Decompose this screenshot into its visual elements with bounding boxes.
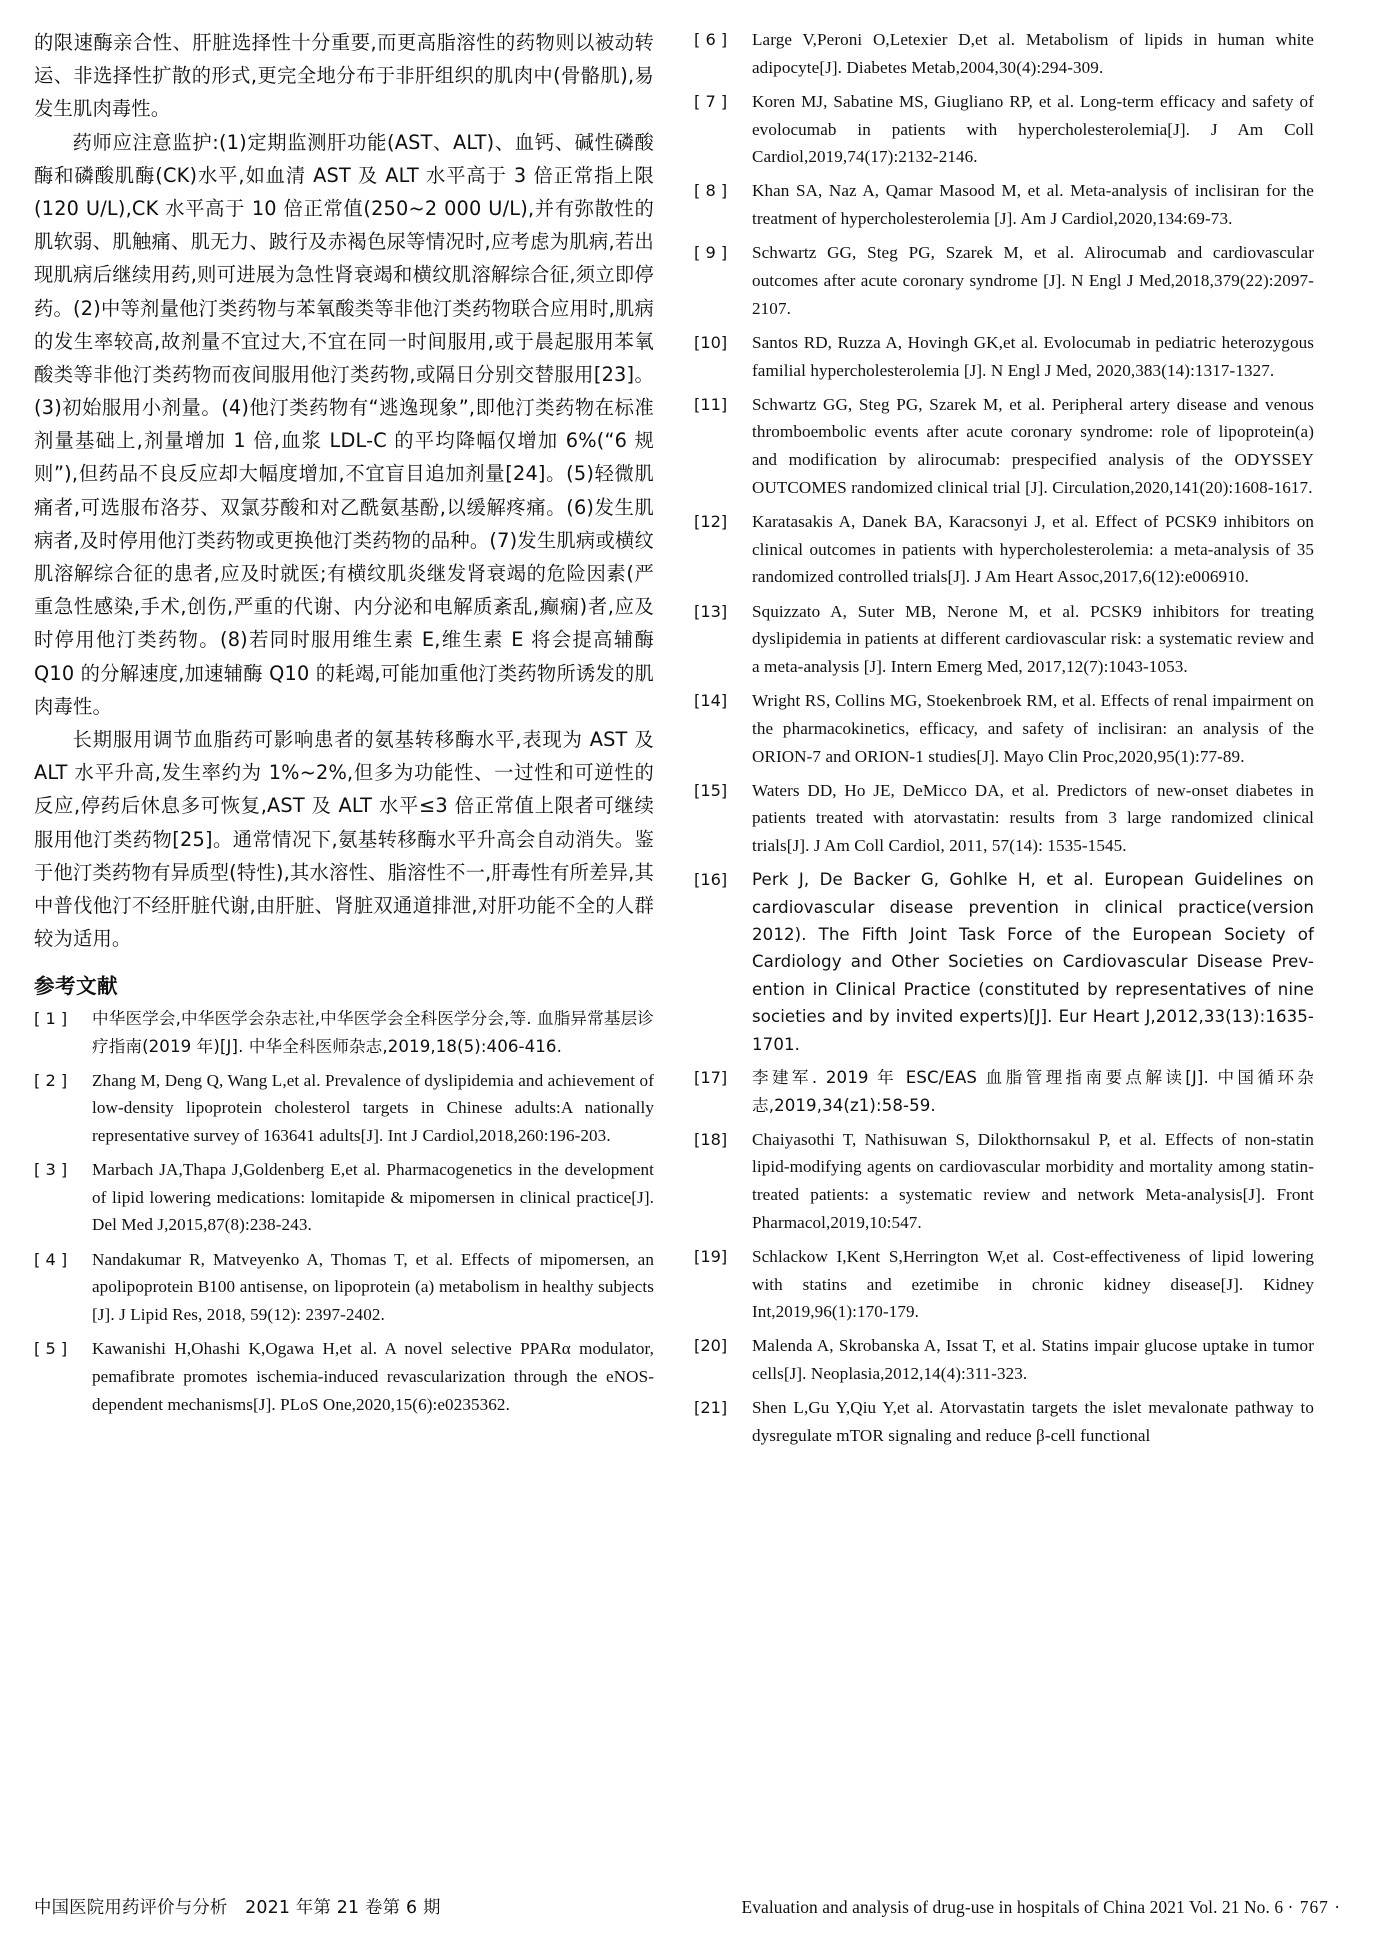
reference-text: Wright RS, Collins MG, Stoekenbroek RM, et al. Effects of renal impairment on the pharmacokinetics, efficacy, and safety of inclisiran: an analysis of the ORION-7 and ORION-1 studies[J]. Mayo Clin Proc,2020,95(1):77-89. <box>752 691 1314 766</box>
reference-text: Chaiyasothi T, Nathisuwan S, Dilokthornsakul P, et al. Effects of non-statin lipid-modifying agents on cardiovascular morbidity and mortality among statin-treated patients: a systematic review and network Meta-analysis[J]. Front Pharmacol,2019,10:547. <box>752 1129 1314 1232</box>
body-text-left <box>34 26 654 955</box>
paragraph-transaminase: 长期服用调节血脂药可影响患者的氨基转移酶水平,表现为 AST 及 ALT 水平升高,发生率约为 1%~2%,但多为功能性、一过性和可逆性的反应,停药后休息多可恢复,AST 及 ALT 水平≤3 倍正常值上限者可继续服用他汀类药物[25]。通常情况下,氨基转移酶水平升高会自动消失。鉴于他汀类药物有异质型(特性),其水溶性、脂溶性不一,肝毒性有所差异,其中普伐他汀不经肝脏代谢,由肝脏、肾脏双通道排泄,对肝功能不全的人群较为适用。 <box>34 727 654 951</box>
footer-journal-en-text: Evaluation and analysis of drug-use in hospitals of China 2021 Vol. 21 No. 6 <box>741 1897 1284 1917</box>
reference-number: [19] <box>694 1246 728 1266</box>
reference-item <box>694 239 1314 322</box>
reference-number: [17] <box>694 1068 728 1088</box>
reference-item <box>694 598 1314 681</box>
reference-text: Kawanishi H,Ohashi K,Ogawa H,et al. A novel selective PPARα modulator, pemafibrate promotes ischemia-induced revascularization through the eNOS-dependent mechanisms[J]. PLoS One,2020,15(6):e0235362. <box>92 1339 654 1414</box>
reference-item <box>694 1394 1314 1449</box>
two-column-layout <box>34 26 1341 1826</box>
reference-item <box>694 1243 1314 1326</box>
reference-text: Nandakumar R, Matveyenko A, Thomas T, et al. Effects of mipomersen, an apolipoprotein B100 antisense, on lipoprotein (a) metabolism in healthy subjects [J]. J Lipid Res, 2018, 59(12): 2397-2402. <box>92 1249 654 1324</box>
reference-number: [14] <box>694 691 728 711</box>
reference-text: Koren MJ, Sabatine MS, Giugliano RP, et al. Long-term efficacy and safety of evolocumab in patients with hypercholesterolemia[J]. J Am Coll Cardiol,2019,74(17):2132-2146. <box>752 91 1314 167</box>
reference-item <box>694 329 1314 384</box>
reference-item <box>34 1005 654 1060</box>
reference-text: Karatasakis A, Danek BA, Karacsonyi J, et al. Effect of PCSK9 inhibitors on clinical outcomes in patients with hypercholesterolemia: a meta-analysis of 35 randomized controlled trials[J]. J Am Heart Assoc,2017,6(12):e006910. <box>752 512 1314 587</box>
left-column <box>34 26 654 1826</box>
reference-text: Santos RD, Ruzza A, Hovingh GK,et al. Evolocumab in pediatric heterozygous familial hypercholesterolemia [J]. N Engl J Med, 2020,383(14):1317-1327. <box>752 332 1314 380</box>
reference-number: [11] <box>694 394 728 414</box>
reference-text: Shen L,Gu Y,Qiu Y,et al. Atorvastatin targets the islet mevalonate pathway to dysregulate mTOR signaling and reduce β-cell functional <box>752 1398 1314 1445</box>
reference-text: Schwartz GG, Steg PG, Szarek M, et al. Alirocumab and cardiovascular outcomes after acute coronary syndrome [J]. N Engl J Med,2018,379(22):2097-2107. <box>752 243 1314 318</box>
reference-number: [ 9 ] <box>694 243 728 263</box>
reference-number: [ 5 ] <box>34 1339 68 1359</box>
reference-text: Malenda A, Skrobanska A, Issat T, et al. Statins impair glucose uptake in tumor cells[J]. Neoplasia,2012,14(4):311-323. <box>752 1336 1314 1384</box>
reference-text: Waters DD, Ho JE, DeMicco DA, et al. Predictors of new-onset diabetes in patients treated with atorvastatin: results from 3 large randomized clinical trials[J]. J Am Coll Cardiol, 2011, 57(14): 1535-1545. <box>752 780 1314 856</box>
reference-number: [ 1 ] <box>34 1009 68 1029</box>
reference-item <box>694 391 1314 502</box>
reference-text: Schwartz GG, Steg PG, Szarek M, et al. Peripheral artery disease and venous thromboembolic events after acute coronary syndrome: role of lipoprotein(a) and modification by alirocumab: prespecified analysis of the ODYSSEY OUTCOMES randomized clinical trial [J]. Circulation,2020,141(20):1608-1617. <box>752 394 1314 497</box>
reference-number: [ 6 ] <box>694 30 728 49</box>
reference-number: [10] <box>694 332 728 352</box>
reference-number: [ 7 ] <box>694 91 728 111</box>
reference-item <box>694 508 1314 591</box>
reference-number: [20] <box>694 1336 728 1356</box>
reference-text: Perk J, De Backer G, Gohlke H, et al. European Guidelines on cardiovascular disease prevention in clinical practice(version 2012). The Fifth Joint Task Force of the European Society of Cardiology and Other Societies on Cardiovascular Disease Prev-ention in Clinical Practice (constituted by representatives of nine societies and by invited experts)[J]. Eur Heart J,2012,33(13):1635-1701. <box>752 870 1314 1054</box>
reference-text: Schlackow I,Kent S,Herrington W,et al. Cost-effectiveness of lipid lowering with statins and ezetimibe in chronic kidney disease[J]. Kidney Int,2019,96(1):170-179. <box>752 1246 1314 1322</box>
reference-number: [ 3 ] <box>34 1160 68 1180</box>
reference-item <box>34 1335 654 1418</box>
reference-number: [ 4 ] <box>34 1249 68 1269</box>
reference-number: [12] <box>694 512 728 531</box>
reference-number: [ 8 ] <box>694 181 728 201</box>
reference-item <box>694 177 1314 232</box>
reference-item <box>694 866 1314 1058</box>
reference-item <box>694 26 1314 81</box>
footer-journal-cn: 中国医院用药评价与分析 2021 年第 21 卷第 6 期 <box>34 1898 441 1918</box>
reference-number: [21] <box>694 1398 728 1418</box>
paragraph-continuation: 的限速酶亲合性、肝脏选择性十分重要,而更高脂溶性的药物则以被动转运、非选择性扩散的形式,更完全地分布于非肝组织的肌肉中(骨骼肌),易发生肌肉毒性。 <box>34 31 654 121</box>
footer-journal-en <box>742 1897 1342 1918</box>
reference-list-left <box>34 1005 654 1418</box>
page-footer <box>34 1893 1341 1918</box>
reference-text: Zhang M, Deng Q, Wang L,et al. Prevalence of dyslipidemia and achievement of low-density lipoprotein cholesterol targets in Chinese adults:A nationally representative survey of 163641 adults[J]. Int J Cardiol,2018,260:196-203. <box>92 1070 654 1145</box>
reference-text: Squizzato A, Suter MB, Nerone M, et al. PCSK9 inhibitors for treating dyslipidemia in patients at different cardiovascular risk: a systematic review and a meta-analysis [J]. Intern Emerg Med, 2017,12(7):1043-1053. <box>752 601 1314 676</box>
reference-number: [16] <box>694 870 728 890</box>
reference-number: [15] <box>694 780 728 800</box>
reference-item <box>694 88 1314 171</box>
reference-item <box>694 1064 1314 1119</box>
reference-item <box>34 1067 654 1150</box>
reference-item <box>694 777 1314 860</box>
right-column <box>694 26 1314 1826</box>
reference-text: 李建军. 2019 年 ESC/EAS 血脂管理指南要点解读[J]. 中国循环杂志,2019,34(z1):58-59. <box>752 1068 1314 1115</box>
references-heading: 参考文献 <box>34 974 118 999</box>
reference-number: [ 2 ] <box>34 1070 68 1090</box>
paragraph-pharmacist-monitoring: 药师应注意监护:(1)定期监测肝功能(AST、ALT)、血钙、碱性磷酸酶和磷酸肌酶(CK)水平,如血清 AST 及 ALT 水平高于 3 倍正常指上限(120 U/L),CK 水平高于 10 倍正常值(250~2 000 U/L),并有弥散性的肌软弱、肌触痛、肌无力、跛行及赤褐色尿等情况时,应考虑为肌病,若出现肌病后继续用药,则可进展为急性肾衰竭和横纹肌溶解综合征,须立即停药。(2)中等剂量他汀类药物与苯氧酸类等非他汀类药物联合应用时,肌病的发生率较高,故剂量不宜过大,不宜在同一时间服用,或于晨起服用苯氧酸类等非他汀类药物而夜间服用他汀类药物,或隔日分别交替服用[23]。(3)初始服用小剂量。(4)他汀类药物有“逃逸现象”,即他汀类药物在标准剂量基础上,剂量增加 1 倍,血浆 LDL-C 的平均降幅仅增加 6%(“6 规则”),但药品不良反应却大幅度增加,不宜盲目追加剂量[24]。(5)轻微肌痛者,可选服布洛芬、双氯芬酸和对乙酰氨基酚,以缓解疼痛。(6)发生肌病者,及时停用他汀类药物或更换他汀类药物的品种。(7)发生肌病或横纹肌溶解综合征的患者,应及时就医;有横纹肌炎继发肾衰竭的危险因素(严重急性感染,手术,创伤,严重的代谢、内分泌和电解质紊乱,癫痫)者,应及时停用他汀类药物。(8)若同时服用维生素 E,维生素 E 将会提高辅酶 Q10 的分解速度,加速辅酶 Q10 的耗竭,可能加重他汀类药物所诱发的肌肉毒性。 <box>34 130 654 718</box>
reference-item <box>694 1332 1314 1387</box>
reference-text: Large V,Peroni O,Letexier D,et al. Metabolism of lipids in human white adipocyte[J]. Diabetes Metab,2004,30(4):294-309. <box>752 30 1314 77</box>
reference-item <box>694 687 1314 770</box>
reference-text: Khan SA, Naz A, Qamar Masood M, et al. Meta-analysis of inclisiran for the treatment of hypercholesterolemia [J]. Am J Cardiol,2020,134:69-73. <box>752 181 1314 229</box>
reference-number: [13] <box>694 601 728 621</box>
reference-text: Marbach JA,Thapa J,Goldenberg E,et al. Pharmacogenetics in the development of lipid lowering medications: lomitapide & mipomersen in clinical practice[J]. Del Med J,2015,87(8):238-243. <box>92 1160 654 1235</box>
page-number: · 767 · <box>1287 1897 1341 1917</box>
reference-list-right <box>694 26 1314 1450</box>
reference-text: 中华医学会,中华医学会杂志社,中华医学会全科医学分会,等. 血脂异常基层诊疗指南(2019 年)[J]. 中华全科医师杂志,2019,18(5):406-416. <box>92 1009 654 1056</box>
reference-number: [18] <box>694 1129 728 1149</box>
reference-item <box>694 1126 1314 1237</box>
reference-item <box>34 1156 654 1239</box>
reference-item <box>34 1246 654 1329</box>
